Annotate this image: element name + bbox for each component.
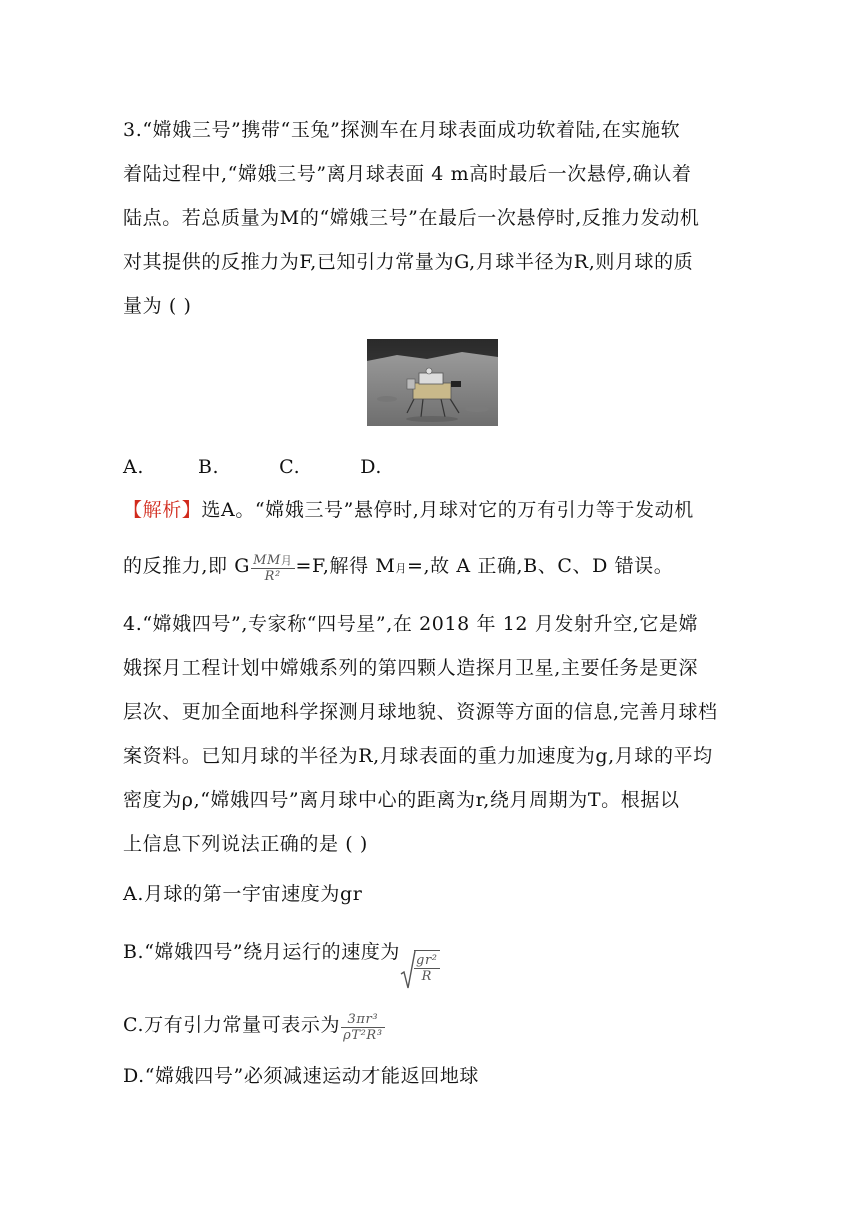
q4-line-1: 4.“嫦娥四号”,专家称“四号星”,在 2018 年 12 月发射升空,它是嫦 [123,613,699,635]
sqrt-numerator: gr² [416,953,438,968]
q3-analysis-line-2 [123,553,673,584]
analysis-sub: 月 [395,562,407,575]
option-c: C. [279,456,301,478]
lunar-lander-photo [367,339,498,426]
gravity-fraction [251,553,294,584]
option-a: A. [123,456,144,478]
q3-line-2: 着陆过程中,“嫦娥三号”离月球表面 4 m高时最后一次悬停,确认着 [123,163,692,185]
q4-option-b [123,940,441,984]
q4-line-2: 娥探月工程计划中嫦娥系列的第四颗人造探月卫星,主要任务是更深 [123,657,699,679]
analysis-text-2a: 的反推力,即 G [123,555,251,577]
analysis-tag: 【解析】 [123,499,202,521]
q3-line-1: 3.“嫦娥三号”携带“玉兔”探测车在月球表面成功软着陆,在实施软 [123,119,681,141]
analysis-text-2b: =F,解得 M [295,555,396,577]
analysis-text-1: 选A。“嫦娥三号”悬停时,月球对它的万有引力等于发动机 [201,499,694,521]
analysis-text-2c: =,故 A 正确,B、C、D 错误。 [407,555,674,577]
constant-numerator: 3πr³ [341,1012,385,1028]
sqrt-denominator: R [421,969,432,984]
fraction-numerator-sub: 月 [280,554,293,567]
q4-option-c [123,1012,386,1043]
q4-option-a: A.月球的第一宇宙速度为gr [123,883,363,905]
fraction-numerator: MM [253,553,281,568]
q4-line-3: 层次、更加全面地科学探测月球地貌、资源等方面的信息,完善月球档 [123,701,718,723]
q3-line-3: 陆点。若总质量为M的“嫦娥三号”在最后一次悬停时,反推力发动机 [123,207,700,229]
option-b-text: B.“嫦娥四号”绕月运行的速度为 [123,941,401,963]
fraction-denominator: R² [264,569,281,584]
q4-line-4: 案资料。已知月球的半径为R,月球表面的重力加速度为g,月球的平均 [123,745,713,767]
q4-option-d: D.“嫦娥四号”必须减速运动才能返回地球 [123,1065,480,1087]
q3-line-5: 量为 ( ) [123,295,192,317]
constant-fraction [341,1012,385,1043]
q4-line-5: 密度为ρ,“嫦娥四号”离月球中心的距离为r,绕月周期为T。根据以 [123,789,680,811]
constant-denominator: ρT²R³ [343,1028,383,1043]
q3-options [123,455,382,479]
option-b: B. [197,456,220,478]
q4-line-6: 上信息下列说法正确的是 ( ) [123,833,368,855]
option-d: D. [360,456,383,478]
q3-analysis-line-1 [123,498,694,522]
q3-line-4: 对其提供的反推力为F,已知引力常量为G,月球半径为R,则月球的质 [123,251,694,273]
sqrt-expression [400,950,441,984]
option-c-text: C.万有引力常量可表示为 [123,1014,341,1036]
